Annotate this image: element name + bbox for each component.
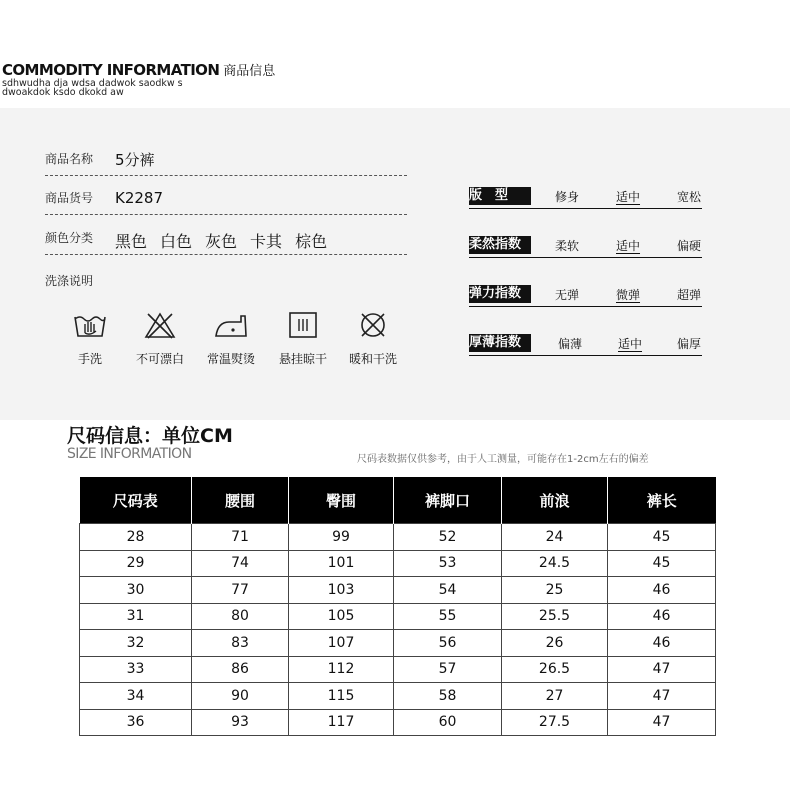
column-header: 前浪 [502,477,608,524]
hang-dry-icon [285,310,321,340]
attr-option: 偏硬 [677,239,702,253]
table-cell: 28 [80,524,192,551]
table-cell: 27.5 [502,709,608,736]
column-header: 裤长 [608,477,716,524]
table-cell: 56 [394,630,502,657]
table-cell: 71 [192,524,289,551]
attr-row-softness [469,236,702,256]
table-cell: 33 [80,656,192,683]
care-hand-wash [58,310,122,367]
care-dry-clean [341,310,405,367]
table-cell: 31 [80,603,192,630]
column-header: 尺码表 [80,477,192,524]
iron-icon [213,310,249,340]
attr-option: 修身 [555,190,580,204]
attr-row-elasticity [469,285,702,305]
table-cell: 36 [80,709,192,736]
attr-title: 厚薄指数 [469,334,531,352]
table-row [80,683,716,710]
table-cell: 26.5 [502,656,608,683]
table-cell: 30 [80,577,192,604]
attr-option: 柔软 [555,239,580,253]
table-row [80,603,716,630]
attr-option-selected: 适中 [616,239,641,253]
table-cell: 58 [394,683,502,710]
table-cell: 45 [608,550,716,577]
care-label: 常温熨烫 [206,352,255,366]
size-section-title: 尺码信息：单位CM [67,425,233,447]
table-cell: 117 [289,709,394,736]
name-divider [45,175,407,176]
column-header: 裤脚口 [394,477,502,524]
table-cell: 29 [80,550,192,577]
table-cell: 54 [394,577,502,604]
table-cell: 74 [192,550,289,577]
name-value: 5分裤 [115,151,155,169]
table-cell: 77 [192,577,289,604]
size-section-subtitle: SIZE INFORMATION [67,446,192,462]
table-cell: 46 [608,603,716,630]
attr-divider [469,355,702,356]
color-item: 白色 [160,232,193,251]
table-cell: 25 [502,577,608,604]
table-cell: 93 [192,709,289,736]
table-cell: 101 [289,550,394,577]
attr-title: 版 型 [469,187,531,205]
table-cell: 34 [80,683,192,710]
table-row [80,709,716,736]
attr-divider [469,257,702,258]
table-cell: 86 [192,656,289,683]
table-cell: 47 [608,683,716,710]
attr-divider [469,208,702,209]
header-subline-2: dwoakdok ksdo dkokd aw [2,87,124,98]
table-row [80,524,716,551]
color-item: 棕色 [295,232,328,251]
column-header: 臀围 [289,477,394,524]
attr-option-selected: 适中 [616,190,641,204]
header-subline-1: sdhwudha dja wdsa dadwok saodkw s [2,78,183,89]
attr-option: 偏薄 [558,337,583,351]
care-label: 悬挂晾干 [278,352,327,366]
title-cn: 商品信息 [223,64,276,79]
wash-label: 洗涤说明 [45,274,94,288]
hand-wash-icon [72,310,108,340]
table-cell: 52 [394,524,502,551]
page-title [2,60,275,79]
table-cell: 90 [192,683,289,710]
column-header: 腰围 [192,477,289,524]
size-note: 尺码表数据仅供参考，由于人工测量，可能存在1-2cm左右的偏差 [357,454,649,465]
table-cell: 57 [394,656,502,683]
attr-option: 宽松 [677,190,702,204]
table-cell: 46 [608,577,716,604]
table-cell: 99 [289,524,394,551]
color-item: 卡其 [250,232,283,251]
table-cell: 103 [289,577,394,604]
color-divider [45,254,407,255]
color-list [115,229,340,252]
no-bleach-icon [142,310,178,340]
attr-option: 无弹 [555,288,580,302]
attr-option-selected: 适中 [618,337,643,351]
table-cell: 47 [608,656,716,683]
attr-option-selected: 微弹 [616,288,641,302]
code-value: K2287 [115,189,164,207]
size-table-body [80,524,716,736]
attr-option: 偏厚 [677,337,702,351]
table-cell: 115 [289,683,394,710]
care-label: 手洗 [77,352,102,366]
care-hang-dry [271,310,335,367]
size-table-header [80,477,716,524]
table-cell: 55 [394,603,502,630]
care-no-bleach [128,310,192,367]
table-cell: 46 [608,630,716,657]
code-divider [45,214,407,215]
table-cell: 25.5 [502,603,608,630]
table-cell: 107 [289,630,394,657]
table-cell: 60 [394,709,502,736]
size-table [79,477,716,736]
table-cell: 53 [394,550,502,577]
table-cell: 24.5 [502,550,608,577]
table-cell: 27 [502,683,608,710]
table-cell: 45 [608,524,716,551]
table-row [80,630,716,657]
table-cell: 47 [608,709,716,736]
table-cell: 112 [289,656,394,683]
attr-title: 弹力指数 [469,285,531,303]
table-cell: 80 [192,603,289,630]
table-cell: 24 [502,524,608,551]
title-en: COMMODITY INFORMATION [2,61,220,79]
color-item: 黑色 [115,232,148,251]
name-label: 商品名称 [45,152,94,166]
attr-row-fit [469,187,702,207]
care-label: 暖和干洗 [348,352,397,366]
color-label: 颜色分类 [45,231,94,245]
table-row [80,656,716,683]
attr-title: 柔然指数 [469,236,531,254]
table-cell: 32 [80,630,192,657]
table-header-row [80,477,716,524]
attr-row-thickness [469,334,702,354]
care-iron [199,310,263,367]
table-row [80,550,716,577]
code-label: 商品货号 [45,191,94,205]
table-row [80,577,716,604]
table-cell: 26 [502,630,608,657]
attr-divider [469,306,702,307]
no-dry-clean-icon [355,310,391,340]
color-item: 灰色 [205,232,238,251]
attr-option: 超弹 [677,288,702,302]
table-cell: 105 [289,603,394,630]
care-label: 不可漂白 [135,352,184,366]
table-cell: 83 [192,630,289,657]
